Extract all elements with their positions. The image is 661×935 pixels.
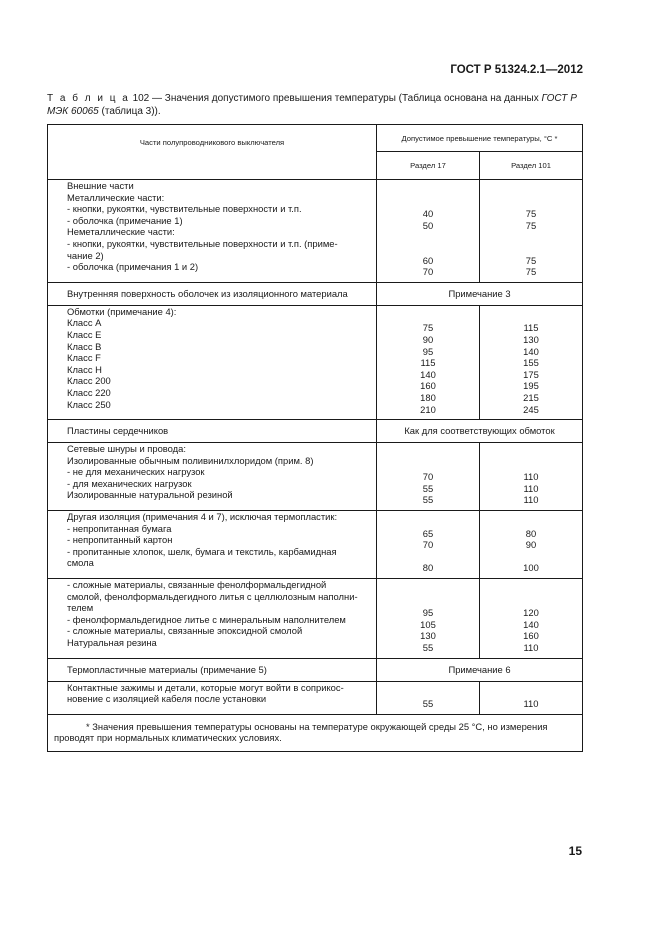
row-value: 215: [523, 391, 539, 403]
row-label: Другая изоляция (примечания 4 и 7), исключая термопластик:: [67, 511, 338, 523]
row-value: 60: [422, 254, 434, 266]
row-value: [480, 185, 582, 197]
cell-merged-value: Примечание 6: [377, 658, 583, 681]
row-label: - кнопки, рукоятки, чувствительные поверхности и т.п.: [67, 203, 302, 215]
row-label: смола: [67, 557, 94, 569]
row-value: 120: [523, 607, 539, 619]
row-value: [377, 551, 479, 563]
table-group: [48, 511, 583, 579]
row-label: смолой, фенолформальдегидного литья с целлюлозным наполни-: [67, 590, 358, 602]
row-label: Внешние части: [67, 180, 134, 191]
row-label: чание 2): [67, 249, 104, 261]
cell-section-101: [480, 180, 583, 283]
row-label: Натуральная резина: [67, 637, 157, 648]
row-value: [377, 460, 479, 472]
row-value: [480, 243, 582, 255]
cell-section-101: [480, 443, 583, 511]
caption-text-end: (таблица 3)).: [98, 105, 161, 117]
cell-section-101: [480, 579, 583, 659]
row-value: 75: [525, 254, 537, 266]
row-label: - сложные материалы, связанные фенолформальдегидной: [67, 579, 327, 591]
row-value: [480, 596, 582, 608]
row-value: [377, 311, 479, 323]
cell-part: [48, 305, 377, 419]
row-value: 110: [523, 698, 539, 710]
row-value: [377, 516, 479, 528]
caption-reference: ГОСТ Р МЭК 60065: [47, 93, 577, 117]
row-value: 110: [523, 642, 539, 653]
row-value: [480, 460, 582, 472]
row-value: 95: [422, 607, 434, 619]
row-value: [377, 687, 479, 699]
row-value: 40: [422, 208, 434, 220]
row-value: 195: [523, 380, 539, 392]
row-label: Класс H: [67, 363, 102, 375]
row-label: Изолированные обычным поливинилхлоридом (прим. 8): [67, 454, 314, 466]
table-header-row: [48, 125, 583, 152]
row-label: Сетевые шнуры и провода:: [67, 443, 186, 455]
row-value: 50: [422, 219, 434, 231]
row-label: Неметаллические части:: [67, 226, 175, 238]
row-value: [480, 311, 582, 323]
row-label: телем: [67, 602, 94, 614]
row-value: 55: [422, 698, 434, 710]
row-value: 80: [525, 527, 537, 539]
row-label: - непропитанный картон: [67, 534, 173, 546]
table-group: [48, 180, 583, 283]
cell-section-17: [377, 443, 480, 511]
row-label: - для механических нагрузок: [67, 477, 192, 489]
header-allowed-rise: Допустимое превышение температуры, °С *: [377, 125, 583, 152]
row-value: [480, 448, 582, 460]
row-value: [377, 197, 479, 209]
cell-part: [48, 443, 377, 511]
page-number: 15: [568, 844, 582, 858]
row-label: Класс E: [67, 328, 102, 340]
row-value: 160: [523, 630, 539, 642]
footnote-row: [48, 714, 583, 751]
cell-section-101: [480, 305, 583, 419]
row-value: [377, 448, 479, 460]
cell-part: [48, 180, 377, 283]
cell-part: [48, 511, 377, 579]
row-label: Класс B: [67, 340, 102, 352]
row-value: [480, 551, 582, 563]
row-label: - кнопки, рукоятки, чувствительные поверхности и т.п. (приме-: [67, 237, 338, 249]
cell-section-101: [480, 511, 583, 579]
row-label: - пропитанные хлопок, шелк, бумага и текстиль, карбамидная: [67, 545, 337, 557]
row-value: 210: [420, 403, 436, 415]
footnote-line: проводят при нормальных климатических условиях.: [54, 732, 282, 744]
row-value: 95: [422, 345, 434, 357]
row-label: Класс А: [67, 317, 102, 329]
row-value: 155: [523, 357, 539, 369]
row-value: 55: [422, 642, 434, 653]
header-section-17: Раздел 17: [377, 152, 480, 180]
cell-merged-value: Как для соответствующих обмоток: [377, 420, 583, 443]
row-value: 75: [422, 322, 434, 334]
cell-part: [48, 681, 377, 714]
table-footnote: [48, 714, 583, 751]
row-value: 110: [523, 471, 539, 483]
table-caption: [47, 93, 587, 118]
row-value: 110: [523, 482, 539, 494]
table-group: [48, 420, 583, 443]
row-value: 180: [420, 391, 436, 403]
row-value: 160: [420, 380, 436, 392]
row-value: [480, 197, 582, 209]
header-parts: Части полупроводникового выключателя: [48, 125, 377, 180]
row-label: - оболочка (примечания 1 и 2): [67, 261, 199, 273]
table-group: [48, 681, 583, 714]
row-value: [377, 596, 479, 608]
row-value: 140: [523, 618, 539, 630]
row-label: Класс 250: [67, 398, 111, 410]
row-value: 105: [420, 618, 436, 630]
cell-section-17: [377, 305, 480, 419]
row-label: - сложные материалы, связанные эпоксидной смолой: [67, 625, 303, 637]
row-value: 110: [523, 494, 539, 506]
row-value: 90: [525, 539, 537, 551]
row-value: 130: [420, 630, 436, 642]
caption-text: — Значения допустимого превышения температуры (Таблица основана на данных: [149, 93, 542, 104]
row-value: 80: [422, 562, 434, 574]
row-value: 75: [525, 208, 537, 220]
row-value: 140: [420, 368, 436, 380]
row-label: Обмотки (примечание 4):: [67, 305, 177, 317]
row-value: 65: [422, 527, 434, 539]
table-group: [48, 282, 583, 305]
row-value: [480, 584, 582, 596]
caption-label: Т а б л и ц а: [47, 93, 130, 104]
header-section-101: Раздел 101: [480, 152, 583, 180]
row-label: Класс F: [67, 352, 101, 364]
cell-section-17: [377, 180, 480, 283]
row-value: 75: [525, 266, 537, 278]
row-value: 245: [523, 403, 539, 415]
row-value: [480, 516, 582, 528]
row-value: [377, 231, 479, 243]
row-value: [480, 231, 582, 243]
row-label: - оболочка (примечание 1): [67, 214, 183, 226]
row-value: 115: [420, 357, 436, 369]
table-group: [48, 658, 583, 681]
cell-section-17: [377, 579, 480, 659]
cell-section-17: [377, 681, 480, 714]
row-value: [377, 243, 479, 255]
standard-header: ГОСТ Р 51324.2.1—2012: [450, 64, 583, 76]
row-label: новение с изоляцией кабеля после установки: [67, 693, 267, 705]
table-group: [48, 443, 583, 511]
cell-part: Пластины сердечников: [48, 420, 377, 443]
cell-section-101: [480, 681, 583, 714]
row-value: 70: [422, 471, 434, 483]
cell-section-17: [377, 511, 480, 579]
footnote-line: * Значения превышения температуры основаны на температуре окружающей среды 25 °С, но измерения: [86, 720, 548, 732]
row-value: 115: [523, 322, 539, 334]
row-value: 140: [523, 345, 539, 357]
row-value: 175: [523, 368, 539, 380]
cell-part: Термопластичные материалы (примечание 5): [48, 658, 377, 681]
temperature-rise-table: [47, 124, 583, 752]
row-label: Контактные зажимы и детали, которые могут войти в соприкос-: [67, 681, 344, 693]
row-value: 130: [523, 333, 539, 345]
cell-part: Внутренняя поверхность оболочек из изоляционного материала: [48, 282, 377, 305]
row-value: [377, 185, 479, 197]
caption-number: 102: [132, 93, 150, 104]
row-label: Металлические части:: [67, 191, 165, 203]
row-value: 55: [422, 482, 434, 494]
row-value: 75: [525, 219, 537, 231]
row-value: 70: [422, 266, 434, 278]
row-label: - фенолформальдегидное литье с минеральным наполнителем: [67, 613, 346, 625]
row-label: Изолированные натуральной резиной: [67, 489, 233, 501]
row-label: - не для механических нагрузок: [67, 466, 205, 478]
row-value: 90: [422, 333, 434, 345]
row-value: [377, 584, 479, 596]
row-value: 70: [422, 539, 434, 551]
row-value: [480, 687, 582, 699]
row-label: Класс 220: [67, 386, 111, 398]
table-group: [48, 305, 583, 419]
row-label: Класс 200: [67, 375, 111, 387]
cell-part: [48, 579, 377, 659]
row-value: 100: [523, 562, 539, 574]
table-group: [48, 579, 583, 659]
cell-merged-value: Примечание 3: [377, 282, 583, 305]
row-value: 55: [422, 494, 434, 506]
row-label: - непропитанная бумага: [67, 522, 172, 534]
